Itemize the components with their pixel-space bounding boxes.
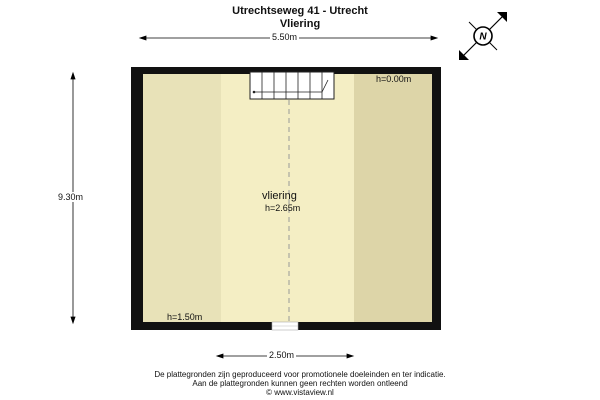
room-name: vliering: [262, 190, 297, 202]
width-dimension-label: 5.50m: [272, 32, 298, 42]
address-title: Utrechtseweg 41 - Utrecht: [232, 5, 368, 17]
staircase: [250, 72, 334, 99]
opening-dimension-label: 2.50m: [269, 350, 295, 360]
footer-disclaimer-1: De plattegronden zijn geproduceerd voor promotionele doeleinden en ter indicatie.: [154, 370, 446, 379]
floor-left-zone: [143, 74, 221, 322]
height-marker-bottom-left: h=1.50m: [167, 312, 203, 322]
compass-letter: N: [479, 31, 487, 43]
floor-right-zone: [354, 74, 432, 322]
room-height: h=2.65m: [265, 203, 301, 213]
footer-copyright: © www.vistaview.nl: [266, 388, 334, 397]
height-marker-top-right: h=0.00m: [376, 74, 412, 84]
floor-title: Vliering: [279, 18, 321, 30]
footer-disclaimer-2: Aan de plattegronden kunnen geen rechten worden ontleend: [192, 379, 408, 388]
height-dimension-label: 9.30m: [58, 192, 84, 202]
north-arrow-icon: [459, 12, 507, 60]
